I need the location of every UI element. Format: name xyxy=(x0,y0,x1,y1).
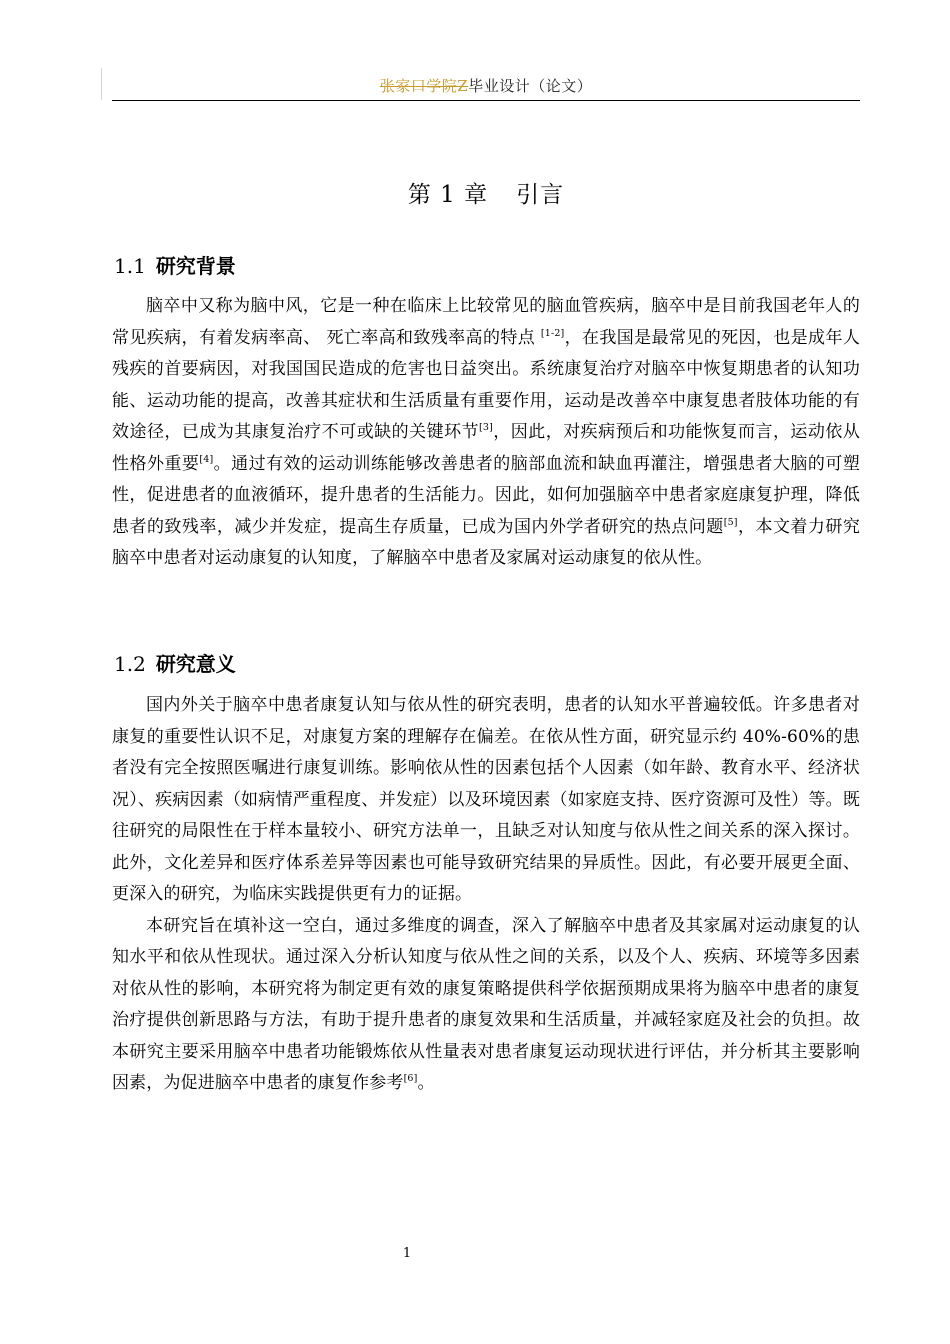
section-number: 1.2 xyxy=(114,652,146,676)
header-rule xyxy=(112,100,860,101)
section-body-background xyxy=(112,291,860,575)
paragraph-text: ，在我国是最常见的死因，也是成年人残疾的首要病因，对我国国民造成的危害也日益突出。系统康复治疗对脑卒中恢复期患者的认知功能、运动功能的提高，改善其症状和生活质量有重要作用，运动是改善卒中康复患者肢体功能的有效途径，已成为其康复治疗不可或缺的关键环节 xyxy=(112,327,860,442)
running-header xyxy=(112,76,860,96)
citation-marker: [6] xyxy=(403,1073,418,1084)
page-number: 1 xyxy=(402,1246,412,1261)
section-heading-background xyxy=(114,252,236,280)
header-document-type: 毕业设计（论文） xyxy=(468,77,593,95)
paragraph-text: ，因此，对疾病预后和功能恢复而言，运动依从性格外重要 xyxy=(112,422,861,474)
body-paragraph xyxy=(112,911,860,1100)
paragraph-text: 脑卒中又称为脑中风，它是一种在临床上比较常见的脑血管疾病，脑卒中是目前我国老年人的常见疾病，有着发病率高、 死亡率高和致残率高的特点 xyxy=(112,296,860,348)
citation-marker: [1-2] xyxy=(540,327,565,339)
paragraph-text: 。 xyxy=(417,1073,435,1093)
citation-marker: [5] xyxy=(723,516,738,528)
paragraph-text: 。通过有效的运动训练能够改善患者的脑部血流和缺血再灌注，增强患者大脑的可塑性，促进患者的血液循环，提升患者的生活能力。因此，如何加强脑卒中患者家庭康复护理，降低患者的致残率，减少并发症，提高生存质量，已成为国内外学者研究的热点问题 xyxy=(112,453,860,537)
paragraph-text: 国内外关于脑卒中患者康复认知与依从性的研究表明，患者的认知水平普遍较低。许多患者对康复的重要性认识不足，对康复方案的理解存在偏差。在依从性方面，研究显示约 40%-60%的患者没有完全按照医嘱进行康复训练。影响依从性的因素包括个人因素（如年龄、教育水平、经济状况）、疾病因素（如病情严重程度、并发症）以及环境因素（如家庭支持、医疗资源可及性）等。既往研究的局限性在于样本量较小、研究方法单一，且缺乏对认知度与依从性之间关系的深入探讨。此外，文化差异和医疗体系差异等因素也可能导致研究结果的异质性。因此，有必要开展更全面、更深入的研究，为临床实践提供更有力的证据。 xyxy=(112,695,860,904)
citation-marker: [3] xyxy=(479,422,493,433)
chapter-title xyxy=(112,179,860,211)
section-title: 研究意义 xyxy=(155,652,236,676)
section-number: 1.1 xyxy=(114,254,146,278)
section-heading-significance xyxy=(114,650,236,678)
section-body-significance xyxy=(112,690,860,1100)
chapter-name: 引言 xyxy=(516,182,565,208)
paragraph-text: ，本文着力研究脑卒中患者对运动康复的认知度，了解脑卒中患者及家属对运动康复的依从性。 xyxy=(112,516,861,568)
chapter-number: 第 1 章 xyxy=(407,182,489,208)
citation-marker: [4] xyxy=(199,453,214,465)
header-school-name: 张家口学院Z xyxy=(379,77,469,95)
paragraph-text: 本研究旨在填补这一空白，通过多维度的调查，深入了解脑卒中患者及其家属对运动康复的认知水平和依从性现状。通过深入分析认知度与依从性之间的关系，以及个人、疾病、环境等多因素对依从性的影响，本研究将为制定更有效的康复策略提供科学依据预期成果将为脑卒中患者的康复治疗提供创新思路与方法，有助于提升患者的康复效果和生活质量，并减轻家庭及社会的负担。故本研究主要采用脑卒中患者功能锻炼依从性量表对患者康复运动现状进行评估，并分析其主要影响因素，为促进脑卒中患者的康复作参考 xyxy=(112,915,860,1093)
body-paragraph xyxy=(112,291,860,575)
body-paragraph xyxy=(112,690,860,911)
section-title: 研究背景 xyxy=(155,254,236,278)
page-corner-mark xyxy=(101,68,102,100)
